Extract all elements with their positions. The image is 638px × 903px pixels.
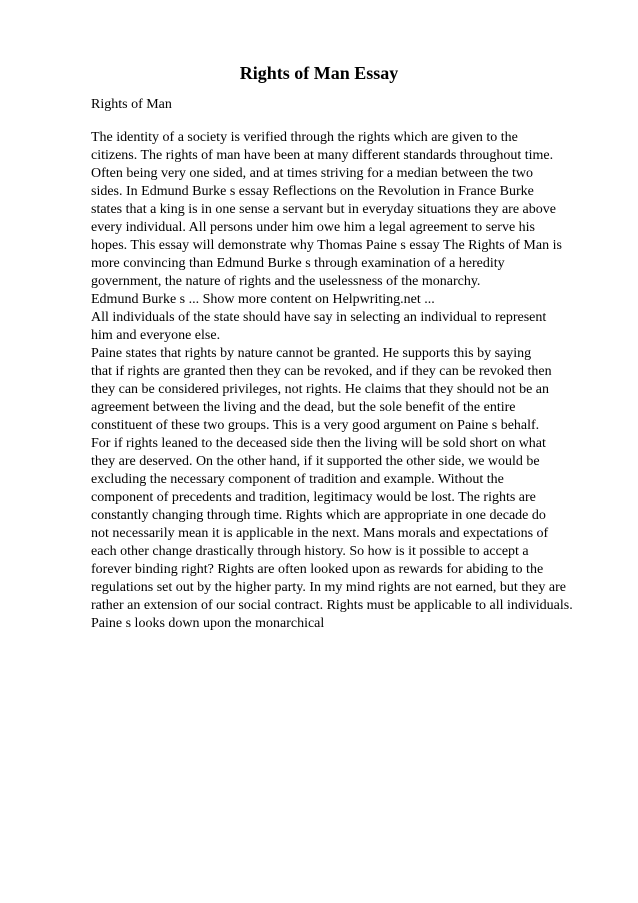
document-subtitle: Rights of Man xyxy=(91,97,172,112)
body-line: not necessarily mean it is applicable in the next. Mans morals and expectations of xyxy=(91,526,549,541)
body-line: each other change drastically through history. So how is it possible to accept a xyxy=(91,544,529,559)
body-line: component of precedents and tradition, legitimacy would be lost. The rights are xyxy=(91,490,536,505)
body-line: constantly changing through time. Rights which are appropriate in one decade do xyxy=(91,508,546,523)
body-line: The identity of a society is verified through the rights which are given to the xyxy=(91,130,518,145)
document-title: Rights of Man Essay xyxy=(239,63,399,83)
body-line: forever binding right? Rights are often looked upon as rewards for abiding to the xyxy=(91,562,544,577)
body-line: more convincing than Edmund Burke s through examination of a heredity xyxy=(91,256,505,271)
body-line: him and everyone else. xyxy=(91,328,221,343)
body-line: excluding the necessary component of tradition and example. Without the xyxy=(91,472,504,487)
body-line: they can be considered privileges, not rights. He claims that they should not be an xyxy=(91,382,549,397)
body-line: All individuals of the state should have say in selecting an individual to represent xyxy=(91,310,547,325)
body-line: regulations set out by the higher party. In my mind rights are not earned, but they are xyxy=(91,580,566,595)
body-line: For if rights leaned to the deceased side then the living will be sold short on what xyxy=(91,436,546,451)
body-line: constituent of these two groups. This is a very good argument on Paine s behalf. xyxy=(91,418,540,433)
body-line: rather an extension of our social contract. Rights must be applicable to all individuals. xyxy=(91,598,573,613)
document-body xyxy=(91,129,611,633)
body-line: every individual. All persons under him owe him a legal agreement to serve his xyxy=(91,220,535,235)
body-line: Paine states that rights by nature cannot be granted. He supports this by saying xyxy=(91,346,532,361)
body-line: agreement between the living and the dead, but the sole benefit of the entire xyxy=(91,400,516,415)
body-line: Often being very one sided, and at times striving for a median between the two xyxy=(91,166,534,181)
body-line: states that a king is in one sense a servant but in everyday situations they are above xyxy=(91,202,556,217)
body-line: sides. In Edmund Burke s essay Reflections on the Revolution in France Burke xyxy=(91,184,534,199)
body-line: government, the nature of rights and the uselessness of the monarchy. xyxy=(91,274,481,289)
body-line: that if rights are granted then they can be revoked, and if they can be revoked then xyxy=(91,364,552,379)
body-line: Edmund Burke s ... Show more content on Helpwriting.net ... xyxy=(91,292,435,307)
body-line: citizens. The rights of man have been at many different standards throughout time. xyxy=(91,148,554,163)
body-line: hopes. This essay will demonstrate why Thomas Paine s essay The Rights of Man is xyxy=(91,238,562,253)
body-line: Paine s looks down upon the monarchical xyxy=(91,616,325,631)
body-line: they are deserved. On the other hand, if it supported the other side, we would be xyxy=(91,454,540,469)
